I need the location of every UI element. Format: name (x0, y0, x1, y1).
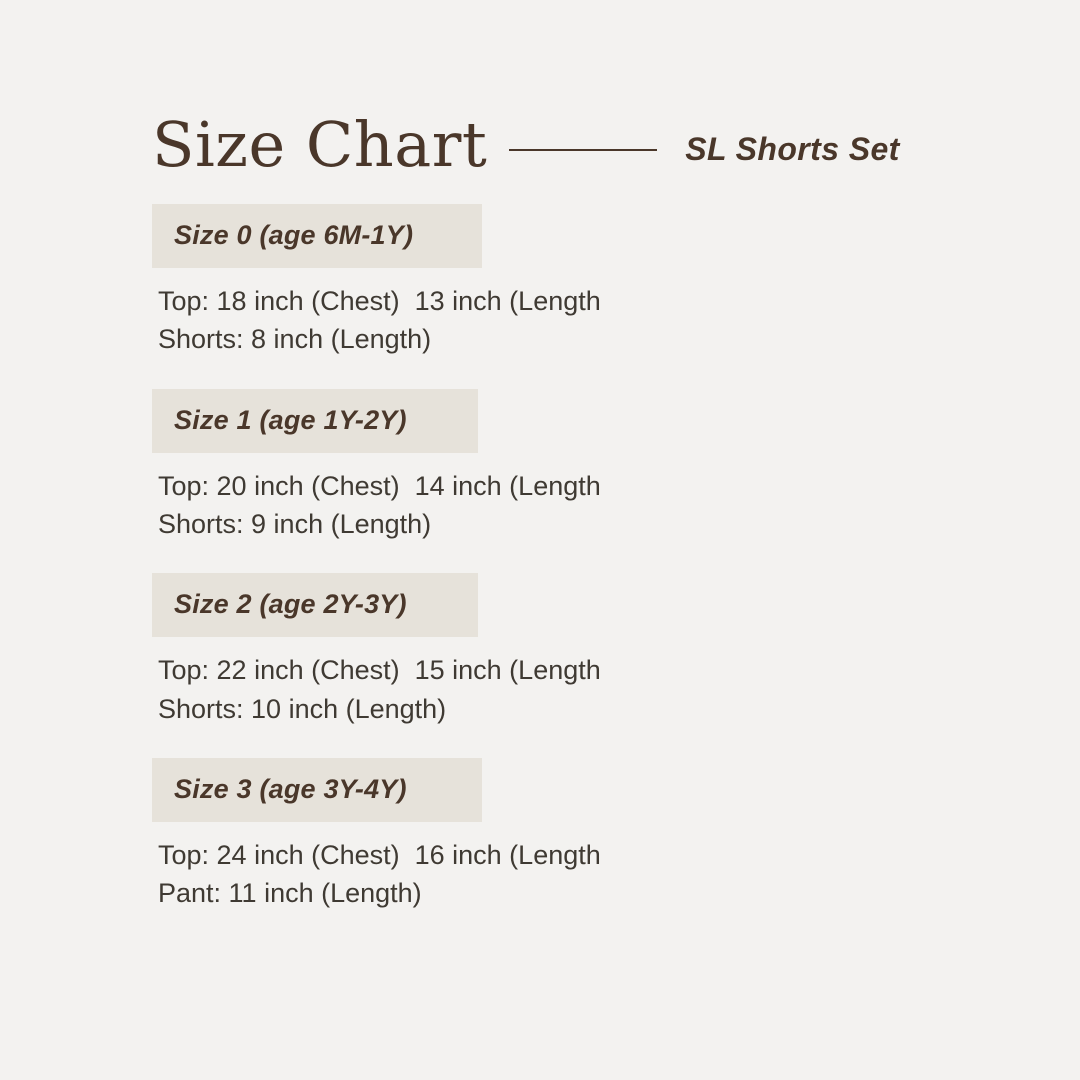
title-divider-line (509, 149, 657, 151)
size-list (152, 204, 1012, 943)
size-block (152, 389, 1012, 544)
product-name: SL Shorts Set (685, 130, 900, 167)
size-label: Size 2 (age 2Y-3Y) (152, 573, 478, 637)
size-measurements (152, 282, 1012, 359)
size-label: Size 1 (age 1Y-2Y) (152, 389, 478, 453)
size-block (152, 758, 1012, 913)
measurement-line: Top: 24 inch (Chest) 16 inch (Length (158, 839, 601, 870)
size-label: Size 3 (age 3Y-4Y) (152, 758, 482, 822)
measurement-line: Top: 22 inch (Chest) 15 inch (Length (158, 655, 601, 686)
size-measurements (152, 651, 1012, 728)
measurement-line: Shorts: 8 inch (Length) (158, 324, 432, 355)
size-label: Size 0 (age 6M-1Y) (152, 204, 482, 268)
size-block (152, 204, 1012, 359)
page-title: Size Chart (152, 108, 488, 181)
measurement-line: Top: 18 inch (Chest) 13 inch (Length (158, 286, 601, 316)
measurement-line: Shorts: 9 inch (Length) (158, 508, 432, 539)
size-measurements (152, 836, 1012, 913)
page-header (152, 100, 982, 190)
measurement-line: Shorts: 10 inch (Length) (158, 693, 447, 724)
size-measurements (152, 467, 1012, 544)
measurement-line: Pant: 11 inch (Length) (158, 878, 422, 909)
size-block (152, 573, 1012, 728)
measurement-line: Top: 20 inch (Chest) 14 inch (Length (158, 470, 601, 501)
